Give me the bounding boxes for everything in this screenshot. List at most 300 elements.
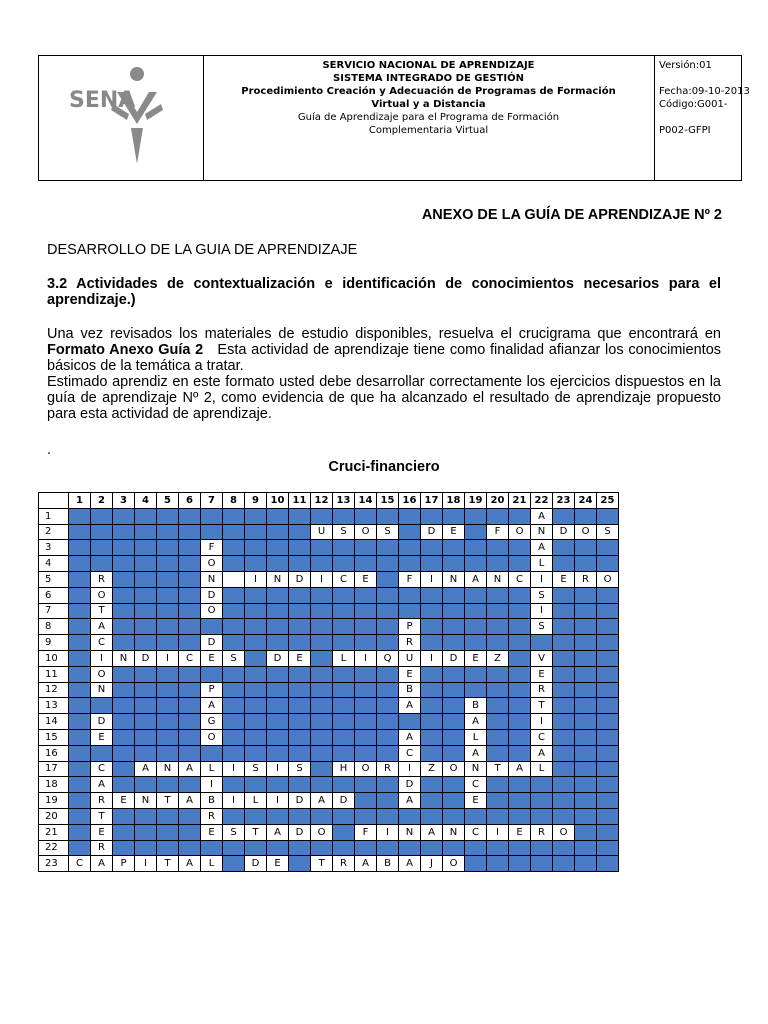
letter-cell[interactable]: A (179, 856, 201, 872)
blocked-cell (69, 650, 91, 666)
letter-cell[interactable]: G (201, 714, 223, 730)
blocked-cell (91, 745, 113, 761)
letter-cell[interactable]: R (91, 840, 113, 856)
letter-cell[interactable]: O (443, 856, 465, 872)
blocked-cell (553, 698, 575, 714)
letter-cell[interactable]: R (531, 824, 553, 840)
row-number: 18 (39, 777, 69, 793)
letter-cell[interactable]: S (245, 761, 267, 777)
letter-cell[interactable]: A (399, 729, 421, 745)
blocked-cell (113, 745, 135, 761)
letter-cell[interactable]: A (421, 824, 443, 840)
header-line: Procedimiento Creación y Adecuación de Programas de Formación (241, 86, 616, 97)
blocked-cell (377, 635, 399, 651)
letter-cell[interactable]: I (311, 571, 333, 587)
letter-cell[interactable]: A (179, 761, 201, 777)
blocked-cell (597, 698, 619, 714)
letter-cell[interactable]: U (399, 650, 421, 666)
blocked-cell (289, 556, 311, 572)
letter-cell[interactable]: C (179, 650, 201, 666)
letter-cell[interactable]: S (289, 761, 311, 777)
letter-cell[interactable]: L (465, 729, 487, 745)
grid-row (39, 714, 619, 730)
letter-cell[interactable]: C (509, 571, 531, 587)
column-number: 3 (113, 493, 135, 509)
letter-cell[interactable]: O (201, 556, 223, 572)
blocked-cell (157, 698, 179, 714)
letter-cell[interactable]: E (531, 666, 553, 682)
letter-cell[interactable]: D (267, 650, 289, 666)
column-number: 15 (377, 493, 399, 509)
blocked-cell (223, 856, 245, 872)
letter-cell[interactable]: F (355, 824, 377, 840)
letter-cell[interactable]: C (399, 745, 421, 761)
blocked-cell (91, 540, 113, 556)
letter-cell[interactable]: N (399, 824, 421, 840)
version: Versión:01 (659, 60, 712, 71)
blocked-cell (509, 682, 531, 698)
letter-cell[interactable]: D (91, 714, 113, 730)
letter-cell[interactable]: D (135, 650, 157, 666)
letter-cell[interactable]: A (179, 793, 201, 809)
letter-cell[interactable]: L (201, 761, 223, 777)
letter-cell[interactable]: N (201, 571, 223, 587)
letter-cell[interactable]: C (333, 571, 355, 587)
blocked-cell (245, 714, 267, 730)
letter-cell[interactable]: A (267, 824, 289, 840)
column-number: 23 (553, 493, 575, 509)
blocked-cell (179, 587, 201, 603)
blocked-cell (245, 745, 267, 761)
blocked-cell (575, 603, 597, 619)
blocked-cell (399, 524, 421, 540)
letter-cell[interactable]: D (553, 524, 575, 540)
header-title-block (203, 56, 655, 181)
column-number: 4 (135, 493, 157, 509)
blocked-cell (509, 745, 531, 761)
blocked-cell (245, 508, 267, 524)
letter-cell[interactable]: N (487, 571, 509, 587)
blocked-cell (69, 698, 91, 714)
letter-cell[interactable]: S (597, 524, 619, 540)
letter-cell[interactable]: T (91, 603, 113, 619)
letter-cell[interactable]: D (399, 777, 421, 793)
blocked-cell (289, 745, 311, 761)
letter-cell[interactable]: O (553, 824, 575, 840)
blocked-cell (245, 682, 267, 698)
letter-cell[interactable]: N (465, 761, 487, 777)
letter-cell[interactable]: O (509, 524, 531, 540)
blocked-cell (157, 808, 179, 824)
dot: . (47, 442, 52, 458)
letter-cell[interactable]: I (91, 650, 113, 666)
blocked-cell (443, 682, 465, 698)
blocked-cell (135, 556, 157, 572)
blocked-cell (69, 587, 91, 603)
letter-cell[interactable]: C (531, 729, 553, 745)
blocked-cell (487, 856, 509, 872)
grid-row (39, 856, 619, 872)
letter-cell[interactable]: N (531, 524, 553, 540)
letter-cell[interactable]: O (597, 571, 619, 587)
letter-cell[interactable]: E (509, 824, 531, 840)
letter-cell[interactable]: I (421, 571, 443, 587)
letter-cell[interactable]: N (135, 793, 157, 809)
letter-cell[interactable]: P (399, 619, 421, 635)
blocked-cell (135, 508, 157, 524)
letter-cell[interactable]: N (443, 824, 465, 840)
blocked-cell (377, 777, 399, 793)
blocked-cell (509, 587, 531, 603)
letter-cell[interactable]: Z (421, 761, 443, 777)
blocked-cell (135, 729, 157, 745)
letter-cell[interactable]: D (443, 650, 465, 666)
blocked-cell (267, 745, 289, 761)
letter-cell[interactable]: D (201, 635, 223, 651)
letter-cell[interactable]: O (201, 603, 223, 619)
blocked-cell (69, 635, 91, 651)
blocked-cell (421, 603, 443, 619)
letter-cell[interactable]: B (465, 698, 487, 714)
blocked-cell (267, 635, 289, 651)
blocked-cell (355, 603, 377, 619)
letter-cell[interactable]: T (487, 761, 509, 777)
letter-cell[interactable]: D (333, 793, 355, 809)
blocked-cell (487, 508, 509, 524)
blocked-cell (399, 508, 421, 524)
document-header (38, 55, 750, 181)
letter-cell[interactable]: F (487, 524, 509, 540)
letter-cell[interactable]: T (91, 808, 113, 824)
letter-cell[interactable]: I (223, 761, 245, 777)
blocked-cell (69, 777, 91, 793)
blocked-cell (157, 587, 179, 603)
letter-cell[interactable]: A (509, 761, 531, 777)
blocked-cell (245, 777, 267, 793)
letter-cell[interactable]: L (531, 761, 553, 777)
letter-cell[interactable]: E (91, 729, 113, 745)
letter-cell[interactable]: I (201, 777, 223, 793)
blocked-cell (223, 666, 245, 682)
letter-cell[interactable]: I (377, 824, 399, 840)
grid-row (39, 745, 619, 761)
letter-cell[interactable]: N (113, 650, 135, 666)
letter-cell[interactable]: I (421, 650, 443, 666)
letter-cell[interactable]: S (531, 587, 553, 603)
letter-cell[interactable]: A (465, 745, 487, 761)
letter-cell[interactable]: E (267, 856, 289, 872)
blocked-cell (509, 619, 531, 635)
blocked-cell (289, 682, 311, 698)
letter-cell[interactable]: L (245, 793, 267, 809)
letter-cell[interactable]: E (465, 650, 487, 666)
letter-cell[interactable]: I (531, 571, 553, 587)
letter-cell[interactable]: Z (487, 650, 509, 666)
blocked-cell (135, 571, 157, 587)
letter-cell[interactable]: B (201, 793, 223, 809)
column-number: 22 (531, 493, 553, 509)
letter-cell[interactable]: P (201, 682, 223, 698)
letter-cell[interactable]: O (201, 729, 223, 745)
letter-cell[interactable]: E (443, 524, 465, 540)
letter-cell[interactable]: O (91, 587, 113, 603)
blocked-cell (113, 619, 135, 635)
letter-cell[interactable]: B (399, 682, 421, 698)
letter-cell[interactable]: F (399, 571, 421, 587)
blocked-cell (487, 840, 509, 856)
blocked-cell (289, 777, 311, 793)
letter-cell[interactable]: Q (377, 650, 399, 666)
blocked-cell (135, 824, 157, 840)
letter-cell[interactable]: L (333, 650, 355, 666)
letter-cell[interactable]: S (531, 619, 553, 635)
letter-cell[interactable]: O (355, 524, 377, 540)
column-number: 25 (597, 493, 619, 509)
letter-cell[interactable]: I (245, 571, 267, 587)
letter-cell[interactable]: U (311, 524, 333, 540)
blocked-cell (179, 729, 201, 745)
blocked-cell (135, 619, 157, 635)
blocked-cell (355, 729, 377, 745)
blocked-cell (575, 745, 597, 761)
letter-cell[interactable]: E (201, 824, 223, 840)
letter-cell[interactable]: I (531, 603, 553, 619)
blocked-cell (421, 682, 443, 698)
grid-row (39, 508, 619, 524)
blocked-cell (487, 777, 509, 793)
letter-cell[interactable]: T (157, 793, 179, 809)
letter-cell[interactable]: T (531, 698, 553, 714)
column-number: 7 (201, 493, 223, 509)
blocked-cell (157, 666, 179, 682)
letter-cell[interactable]: D (201, 587, 223, 603)
blocked-cell (135, 540, 157, 556)
letter-cell[interactable]: F (201, 540, 223, 556)
blocked-cell (553, 840, 575, 856)
letter-cell[interactable]: S (377, 524, 399, 540)
blocked-cell (421, 808, 443, 824)
activity-heading: 3.2 Actividades de contextualización e identificación de conocimientos necesarios para el aprendizaje.) (47, 276, 721, 308)
letter-cell[interactable]: C (91, 761, 113, 777)
letter-cell[interactable]: A (201, 698, 223, 714)
blocked-cell (179, 524, 201, 540)
blocked-cell (421, 587, 443, 603)
row-number: 13 (39, 698, 69, 714)
blocked-cell (377, 556, 399, 572)
letter-cell[interactable]: O (91, 666, 113, 682)
blocked-cell (575, 840, 597, 856)
letter-cell[interactable]: E (553, 571, 575, 587)
blocked-cell (267, 587, 289, 603)
letter-cell[interactable]: N (157, 761, 179, 777)
letter-cell[interactable]: A (399, 856, 421, 872)
blocked-cell (553, 777, 575, 793)
letter-cell[interactable]: O (311, 824, 333, 840)
letter-cell[interactable]: R (201, 808, 223, 824)
blocked-cell (443, 793, 465, 809)
letter-cell[interactable]: C (69, 856, 91, 872)
row-number: 10 (39, 650, 69, 666)
letter-cell[interactable]: I (399, 761, 421, 777)
letter-cell[interactable]: A (465, 714, 487, 730)
letter-cell[interactable]: I (223, 793, 245, 809)
column-number: 17 (421, 493, 443, 509)
blocked-cell (113, 698, 135, 714)
letter-cell[interactable]: S (333, 524, 355, 540)
blocked-cell (69, 540, 91, 556)
blocked-cell (267, 666, 289, 682)
letter-cell[interactable]: E (113, 793, 135, 809)
blocked-cell (311, 745, 333, 761)
blocked-cell (289, 840, 311, 856)
letter-cell[interactable]: I (267, 793, 289, 809)
letter-cell[interactable]: A (91, 777, 113, 793)
letter-cell[interactable]: P (113, 856, 135, 872)
blocked-cell (113, 540, 135, 556)
letter-cell[interactable]: R (333, 856, 355, 872)
letter-cell[interactable]: R (575, 571, 597, 587)
letter-cell[interactable]: V (531, 650, 553, 666)
letter-cell[interactable]: I (135, 856, 157, 872)
date: Fecha:09-10-2013 (659, 86, 750, 97)
letter-cell[interactable]: I (355, 650, 377, 666)
letter-cell[interactable]: A (531, 540, 553, 556)
letter-cell[interactable]: A (91, 856, 113, 872)
blocked-cell (553, 556, 575, 572)
letter-cell[interactable]: A (531, 508, 553, 524)
blocked-cell (487, 698, 509, 714)
letter-cell[interactable]: A (399, 698, 421, 714)
letter-cell[interactable]: A (135, 761, 157, 777)
letter-cell[interactable]: A (91, 619, 113, 635)
blocked-cell (553, 745, 575, 761)
column-number: 21 (509, 493, 531, 509)
blocked-cell (333, 666, 355, 682)
letter-cell[interactable]: D (289, 571, 311, 587)
letter-cell[interactable]: T (157, 856, 179, 872)
letter-cell[interactable] (223, 571, 245, 587)
blocked-cell (597, 808, 619, 824)
blocked-cell (421, 714, 443, 730)
blocked-cell (399, 556, 421, 572)
letter-cell[interactable]: R (399, 635, 421, 651)
letter-cell[interactable]: I (487, 824, 509, 840)
letter-cell[interactable]: A (399, 793, 421, 809)
blocked-cell (553, 508, 575, 524)
blocked-cell (245, 729, 267, 745)
blocked-cell (553, 793, 575, 809)
blocked-cell (421, 745, 443, 761)
blocked-cell (553, 714, 575, 730)
letter-cell[interactable]: A (355, 856, 377, 872)
blocked-cell (421, 729, 443, 745)
letter-cell[interactable]: O (443, 761, 465, 777)
letter-cell[interactable]: A (531, 745, 553, 761)
letter-cell[interactable]: I (531, 714, 553, 730)
blocked-cell (575, 540, 597, 556)
blocked-cell (553, 619, 575, 635)
letter-cell[interactable]: D (289, 824, 311, 840)
blocked-cell (289, 524, 311, 540)
column-number: 8 (223, 493, 245, 509)
blocked-cell (531, 777, 553, 793)
letter-cell[interactable]: R (91, 571, 113, 587)
blocked-cell (553, 729, 575, 745)
letter-cell[interactable]: A (311, 793, 333, 809)
letter-cell[interactable]: I (267, 761, 289, 777)
letter-cell[interactable]: A (465, 571, 487, 587)
letter-cell[interactable]: C (465, 824, 487, 840)
blocked-cell (157, 524, 179, 540)
letter-cell[interactable]: T (245, 824, 267, 840)
blocked-cell (135, 666, 157, 682)
letter-cell[interactable]: O (575, 524, 597, 540)
blocked-cell (289, 540, 311, 556)
row-number: 19 (39, 793, 69, 809)
letter-cell[interactable]: E (289, 650, 311, 666)
letter-cell[interactable]: E (465, 793, 487, 809)
blocked-cell (311, 666, 333, 682)
letter-cell[interactable]: S (223, 650, 245, 666)
blocked-cell (179, 777, 201, 793)
column-number: 2 (91, 493, 113, 509)
column-number: 14 (355, 493, 377, 509)
letter-cell[interactable]: C (465, 777, 487, 793)
blocked-cell (333, 777, 355, 793)
letter-cell[interactable]: O (355, 761, 377, 777)
letter-cell[interactable]: C (91, 635, 113, 651)
grid-row (39, 682, 619, 698)
blocked-cell (377, 698, 399, 714)
letter-cell[interactable]: E (399, 666, 421, 682)
blocked-cell (113, 682, 135, 698)
letter-cell[interactable]: H (333, 761, 355, 777)
letter-cell[interactable]: R (377, 761, 399, 777)
blocked-cell (179, 745, 201, 761)
blocked-cell (597, 635, 619, 651)
letter-cell[interactable]: I (157, 650, 179, 666)
letter-cell[interactable]: D (421, 524, 443, 540)
letter-cell[interactable]: S (223, 824, 245, 840)
blocked-cell (443, 556, 465, 572)
letter-cell[interactable]: E (91, 824, 113, 840)
blocked-cell (245, 556, 267, 572)
blocked-cell (69, 761, 91, 777)
letter-cell[interactable]: N (91, 682, 113, 698)
letter-cell[interactable]: D (245, 856, 267, 872)
letter-cell[interactable]: T (311, 856, 333, 872)
blocked-cell (91, 524, 113, 540)
blocked-cell (223, 808, 245, 824)
letter-cell[interactable]: D (289, 793, 311, 809)
blocked-cell (311, 761, 333, 777)
letter-cell[interactable]: E (355, 571, 377, 587)
letter-cell[interactable]: J (421, 856, 443, 872)
letter-cell[interactable]: E (201, 650, 223, 666)
blocked-cell (69, 508, 91, 524)
letter-cell[interactable]: L (201, 856, 223, 872)
letter-cell[interactable]: B (377, 856, 399, 872)
blocked-cell (267, 556, 289, 572)
blocked-cell (135, 587, 157, 603)
grid-row (39, 603, 619, 619)
letter-cell[interactable]: L (531, 556, 553, 572)
letter-cell[interactable]: N (443, 571, 465, 587)
letter-cell[interactable]: R (531, 682, 553, 698)
letter-cell[interactable]: R (91, 793, 113, 809)
letter-cell[interactable]: N (267, 571, 289, 587)
blocked-cell (465, 508, 487, 524)
